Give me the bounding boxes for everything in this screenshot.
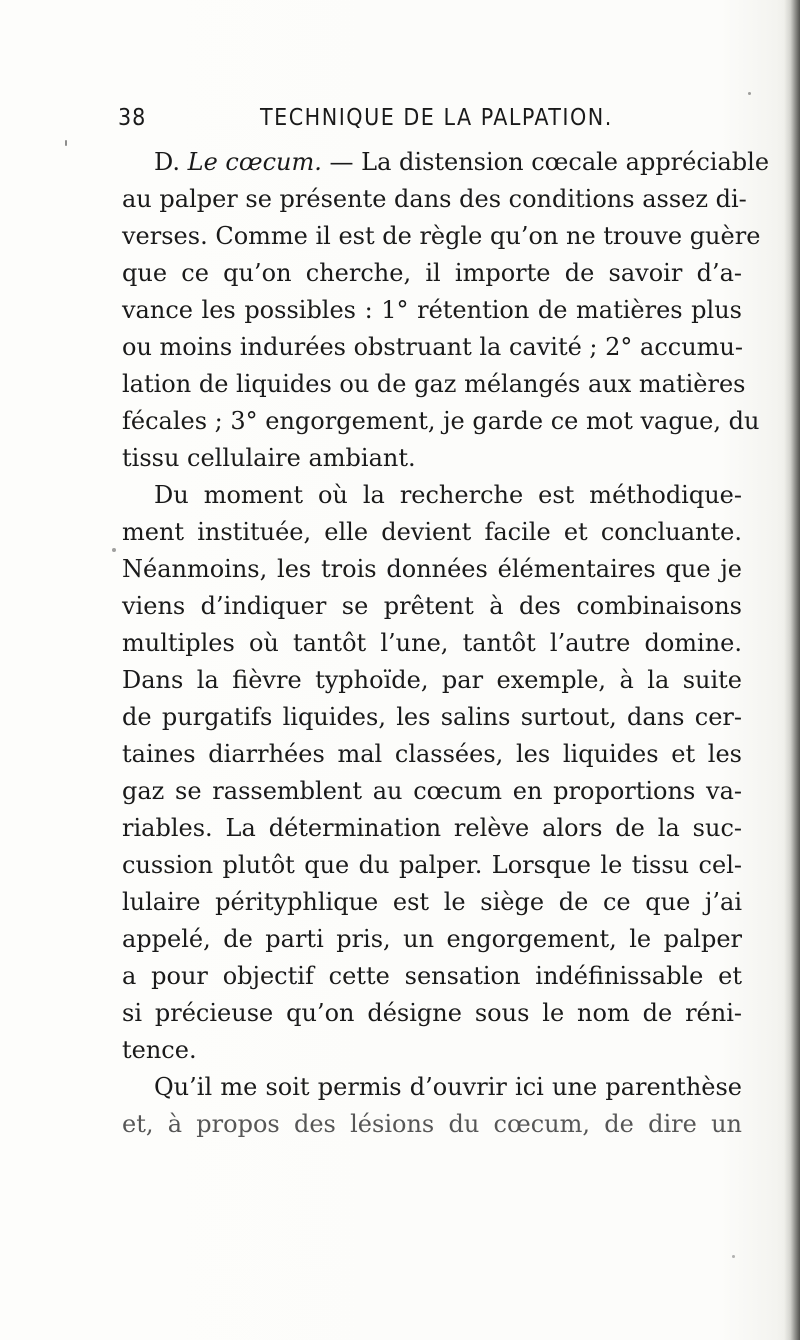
- text-line: lation de liquides ou de gaz mélangés aux matières: [122, 370, 746, 398]
- text-line: vance les possibles : 1° rétention de matières plus: [122, 296, 742, 324]
- text-line: appelé, de parti pris, un engorgement, le palper: [122, 925, 742, 953]
- text-line: Du moment où la recherche est méthodique-: [154, 481, 742, 509]
- section-lead-text: — La distension cœcale appréciable: [321, 148, 770, 176]
- text-line: riables. La détermination relève alors de la suc-: [122, 814, 742, 842]
- text-line: si précieuse qu’on désigne sous le nom de réni-: [122, 999, 742, 1027]
- text-line: verses. Comme il est de règle qu’on ne trouve guère: [122, 222, 761, 250]
- text-line: que ce qu’on cherche, il importe de savoir d’a-: [122, 259, 742, 287]
- text-line: multiples où tantôt l’une, tantôt l’autre domine.: [122, 629, 742, 657]
- text-line: ment instituée, elle devient facile et concluante.: [122, 518, 742, 546]
- page-edge-shadow: [784, 0, 800, 1340]
- text-line: lulaire pérityphlique est le siège de ce que j’ai: [122, 888, 742, 916]
- text-line: et, à propos des lésions du cœcum, de dire un: [122, 1110, 742, 1138]
- text-line: tence.: [122, 1036, 197, 1064]
- text-line: a pour objectif cette sensation indéfinissable et: [122, 962, 742, 990]
- scan-speck: [112, 548, 116, 552]
- text-line: tissu cellulaire ambiant.: [122, 444, 416, 472]
- text-line: fécales ; 3° engorgement, je garde ce mot vague, du: [122, 407, 760, 435]
- scan-speck: [65, 140, 67, 146]
- body-text: [122, 144, 770, 1143]
- running-title: TECHNIQUE DE LA PALPATION.: [260, 105, 613, 131]
- scan-speck: [732, 1255, 735, 1258]
- text-line: viens d’indiquer se prêtent à des combinaisons: [122, 592, 742, 620]
- text-line: au palper se présente dans des conditions assez di-: [122, 185, 747, 213]
- running-header: [118, 105, 738, 141]
- text-line: taines diarrhées mal classées, les liquides et les: [122, 740, 742, 768]
- text-line: ou moins indurées obstruant la cavité ; 2° accumu-: [122, 333, 743, 361]
- text-line: Néanmoins, les trois données élémentaires que je: [122, 555, 742, 583]
- section-title: Le cœcum.: [187, 148, 322, 176]
- text-line: Dans la fièvre typhoïde, par exemple, à la suite: [122, 666, 742, 694]
- text-line: Qu’il me soit permis d’ouvrir ici une parenthèse: [154, 1073, 742, 1101]
- page-number: 38: [118, 105, 147, 131]
- text-line: de purgatifs liquides, les salins surtout, dans cer-: [122, 703, 742, 731]
- paragraph-1-first-line: [122, 144, 770, 181]
- section-label: D.: [154, 148, 181, 176]
- text-line: cussion plutôt que du palper. Lorsque le tissu cel-: [122, 851, 742, 879]
- text-line: gaz se rassemblent au cœcum en proportions va-: [122, 777, 742, 805]
- scan-speck: [748, 92, 751, 95]
